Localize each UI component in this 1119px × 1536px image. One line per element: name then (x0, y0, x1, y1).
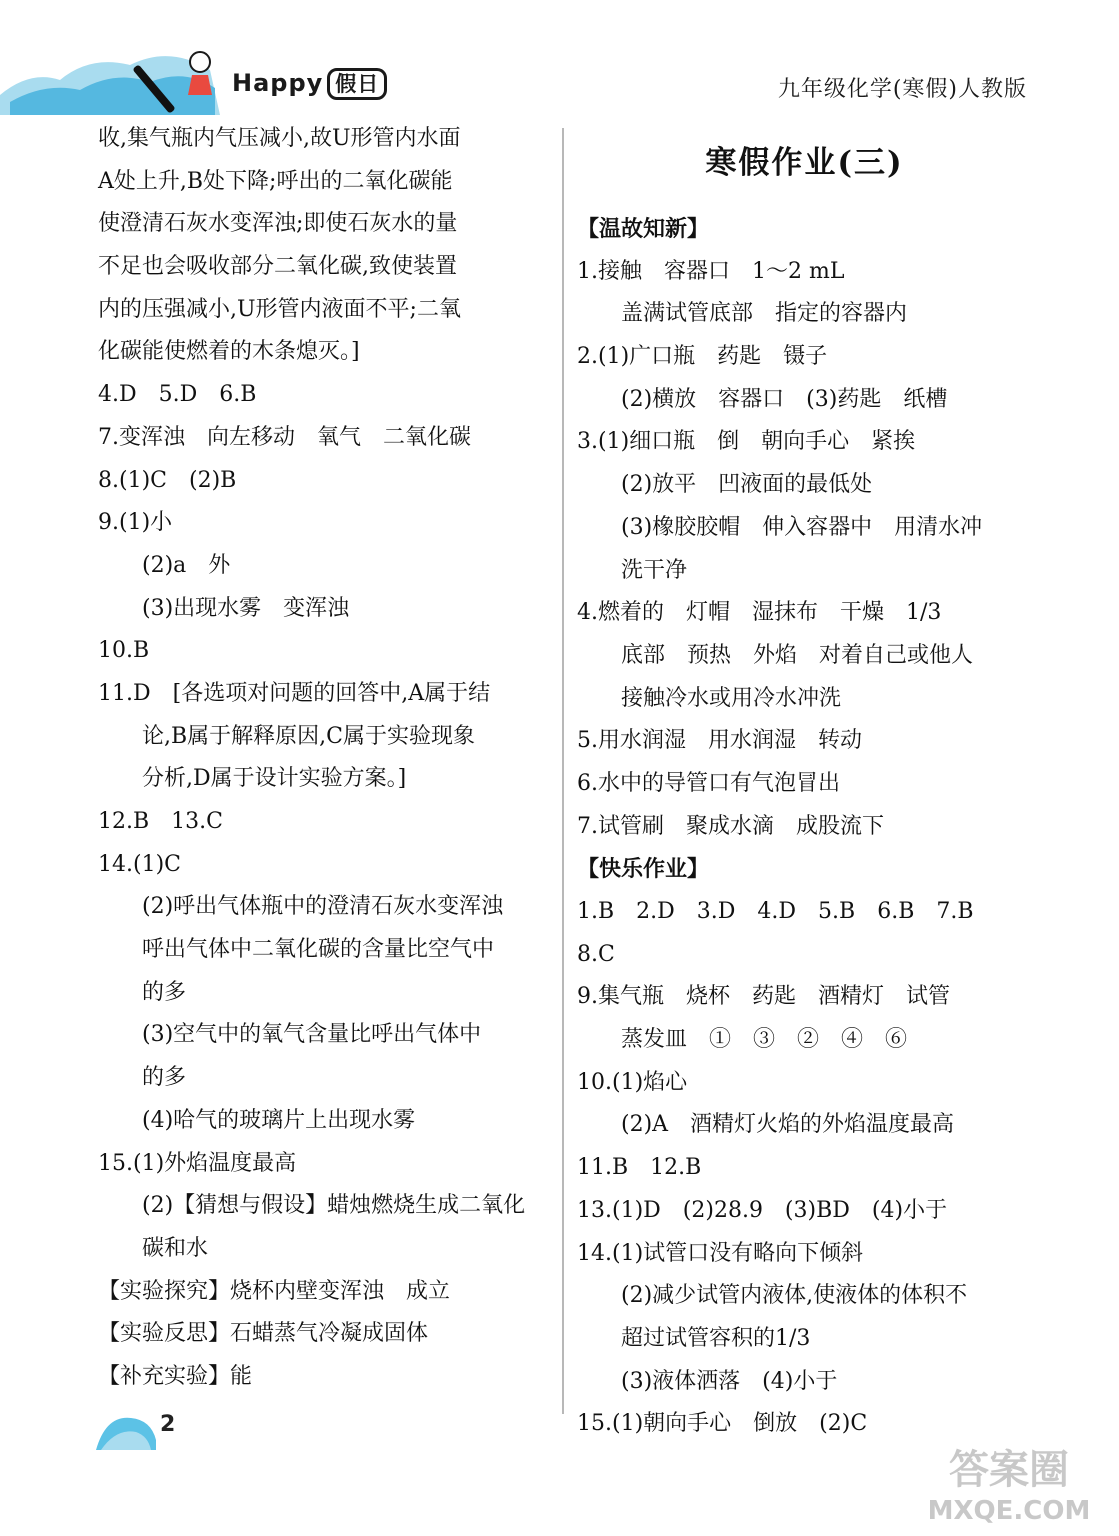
answer-line: 呼出气体中二氧化碳的含量比空气中 (142, 937, 495, 963)
answer-line: 10.(1)焰心 (577, 1069, 688, 1095)
answer-line: 蒸发皿 ① ③ ② ④ ⑥ (621, 1027, 908, 1053)
answer-line: 【实验反思】石蜡蒸气冷凝成固体 (98, 1321, 429, 1347)
answer-line: 碳和水 (142, 1235, 209, 1261)
answer-line: 4.D 5.D 6.B (98, 382, 257, 408)
answer-line: 13.(1)D (2)28.9 (3)BD (4)小于 (577, 1197, 948, 1223)
page-number: 2 (160, 1412, 176, 1437)
answer-line: 化碳能使燃着的木条熄灭。] (98, 339, 360, 365)
answer-line: 2.(1)广口瓶 药匙 镊子 (577, 344, 828, 370)
answer-line: 内的压强减小,U形管内液面不平;二氧 (98, 296, 461, 322)
answer-line: 9.集气瓶 烧杯 药匙 酒精灯 试管 (577, 984, 950, 1010)
watermark-text-top: 答案圈 (949, 1447, 1069, 1493)
answer-line: 15.(1)朝向手心 倒放 (2)C (577, 1411, 868, 1437)
answer-line: 1.B 2.D 3.D 4.D 5.B 6.B 7.B (577, 899, 974, 924)
answer-line: A处上升,B处下降;呼出的二氧化碳能 (98, 168, 453, 194)
answer-line: (2)【猜想与假设】蜡烛燃烧生成二氧化 (142, 1193, 526, 1219)
section-heading: 【温故知新】 (577, 216, 710, 242)
answer-line: 7.试管刷 聚成水滴 成股流下 (577, 813, 884, 839)
column-divider (562, 128, 564, 1414)
happy-holiday-logo-icon (0, 40, 230, 115)
answer-line: 接触冷水或用冷水冲洗 (621, 685, 842, 711)
answer-line: 洗干净 (621, 557, 688, 583)
answer-line: 底部 预热 外焰 对着自己或他人 (621, 642, 974, 668)
answer-line: 使澄清石灰水变浑浊;即使石灰水的量 (98, 211, 458, 237)
answer-line: 4.燃着的 灯帽 湿抹布 干燥 1/3 (577, 600, 942, 626)
answer-line: (3)空气中的氧气含量比呼出气体中 (142, 1022, 482, 1048)
answer-line: (2)横放 容器口 (3)药匙 纸槽 (621, 386, 948, 412)
answer-line: (2)呼出气体瓶中的澄清石灰水变浑浊 (142, 894, 504, 920)
footer-wave-icon (96, 1410, 166, 1450)
answer-line: 14.(1)试管口没有略向下倾斜 (577, 1240, 864, 1266)
answer-line: 【补充实验】能 (98, 1363, 253, 1389)
answer-line: 5.用水润湿 用水润湿 转动 (577, 728, 862, 754)
answer-line: 8.(1)C (2)B (98, 467, 237, 493)
edition-label: 九年级化学(寒假)人教版 (777, 77, 1027, 102)
answer-line: 14.(1)C (98, 851, 181, 877)
brand-text: Happy (232, 69, 324, 97)
answer-line: 分析,D属于设计实验方案。] (142, 766, 407, 792)
answer-line: 12.B 13.C (98, 809, 223, 834)
answer-line: (3)液体洒落 (4)小于 (621, 1368, 838, 1394)
answer-line: (3)橡胶胶帽 伸入容器中 用清水冲 (621, 514, 983, 540)
answer-line: 11.D [各选项对问题的回答中,A属于结 (98, 680, 491, 706)
left-answer-column (98, 118, 548, 1399)
answer-line: 超过试管容积的1/3 (621, 1325, 811, 1351)
brand-badge: 假日 (327, 68, 387, 100)
answer-line: 11.B 12.B (577, 1155, 702, 1181)
answer-line: 10.B (98, 638, 150, 664)
answer-line: 8.C (577, 941, 615, 967)
answer-line: 3.(1)细口瓶 倒 朝向手心 紧挨 (577, 429, 916, 455)
section-title: 寒假作业(三) (705, 145, 904, 181)
answer-line: 1.接触 容器口 1～2 mL (577, 258, 845, 284)
answer-line: (2)a 外 (142, 552, 231, 578)
right-answer-lines (577, 208, 1032, 1446)
answer-line: 6.水中的导管口有气泡冒出 (577, 770, 840, 796)
answer-line: (3)出现水雾 变浑浊 (142, 595, 350, 621)
answer-line: 盖满试管底部 指定的容器内 (621, 301, 908, 327)
answer-line: 的多 (142, 1065, 187, 1091)
answer-line: 【实验探究】烧杯内壁变浑浊 成立 (98, 1278, 451, 1304)
answer-line: (2)放平 凹液面的最低处 (621, 472, 873, 498)
answer-line: (2)减少试管内液体,使液体的体积不 (621, 1283, 968, 1309)
watermark-logo (909, 1435, 1109, 1530)
answer-line: 的多 (142, 979, 187, 1005)
brand-logo (232, 68, 387, 100)
section-heading: 【快乐作业】 (577, 856, 710, 883)
page-header (0, 0, 1119, 125)
answer-line: 收,集气瓶内气压减小,故U形管内水面 (98, 126, 461, 151)
right-answer-column (577, 118, 1032, 1446)
answer-line: (2)A 酒精灯火焰的外焰温度最高 (621, 1112, 955, 1138)
answer-line: 不足也会吸收部分二氧化碳,致使装置 (98, 254, 457, 280)
answer-line: (4)哈气的玻璃片上出现水雾 (142, 1107, 416, 1133)
answer-line: 7.变浑浊 向左移动 氧气 二氧化碳 (98, 424, 471, 450)
answer-line: 论,B属于解释原因,C属于实验现象 (142, 723, 475, 749)
answer-line: 15.(1)外焰温度最高 (98, 1150, 297, 1176)
answer-line: 9.(1)小 (98, 510, 173, 536)
watermark-text-bottom: MXQE.COM (927, 1496, 1091, 1526)
